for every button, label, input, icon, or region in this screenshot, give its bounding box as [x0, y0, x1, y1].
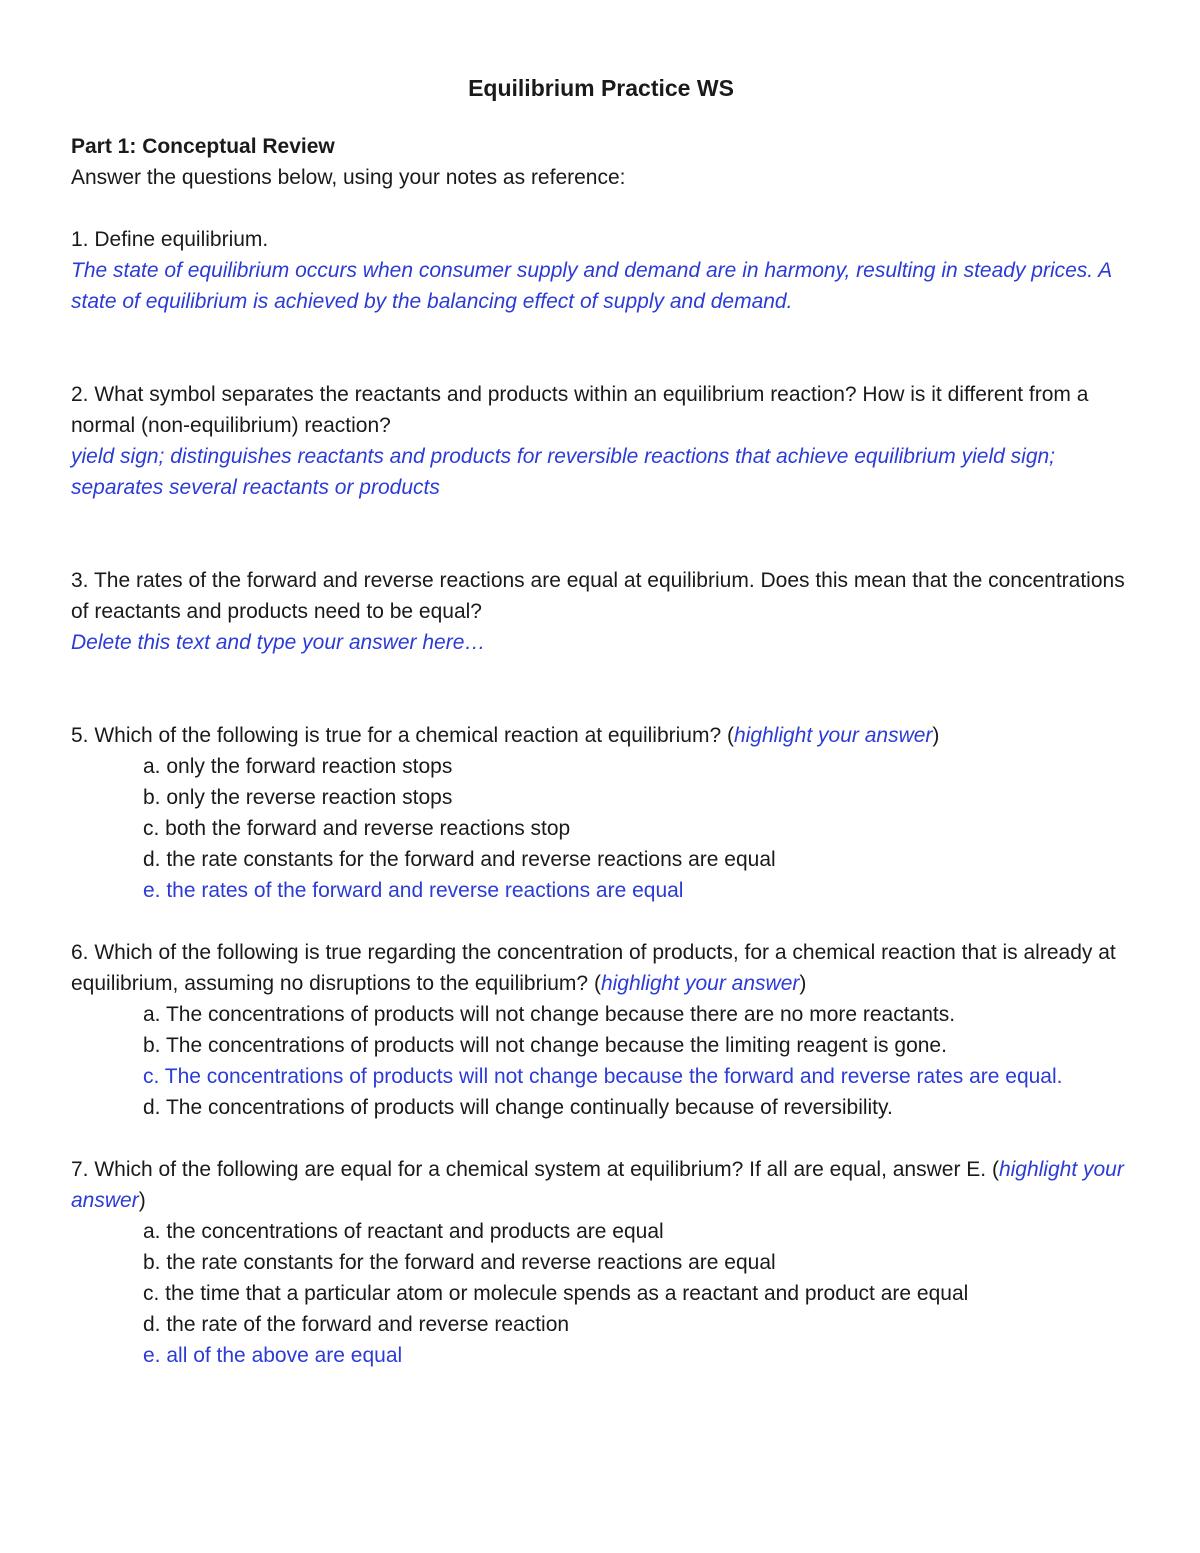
- question-6-choice-a[interactable]: a. The concentrations of products will not change because there are no more reactants.: [143, 1003, 956, 1026]
- part1-intro: Answer the questions below, using your notes as reference:: [71, 166, 626, 189]
- question-6-prompt: 6. Which of the following is true regarding the concentration of products, for a chemical reaction that is already at equilibrium, assuming no disruptions to the equilibrium? (highlight your answer): [71, 941, 1116, 995]
- question-6-choices: [71, 999, 1131, 1123]
- highlight-instruction: highlight your answer: [733, 724, 933, 747]
- question-5-choice-b[interactable]: b. only the reverse reaction stops: [143, 786, 453, 809]
- question-5: [71, 720, 1131, 906]
- question-1-answer[interactable]: The state of equilibrium occurs when consumer supply and demand are in harmony, resulting in steady prices. A state of equilibrium is achieved by the balancing effect of supply and demand.: [71, 259, 1112, 313]
- question-1-prompt: 1. Define equilibrium.: [71, 228, 269, 251]
- question-5-choice-c[interactable]: c. both the forward and reverse reactions stop: [143, 817, 571, 840]
- page-title: Equilibrium Practice WS: [468, 75, 734, 101]
- question-5-choice-a[interactable]: a. only the forward reaction stops: [143, 755, 453, 778]
- question-2-prompt: 2. What symbol separates the reactants and products within an equilibrium reaction? How is it different from a normal (non-equilibrium) reaction?: [71, 383, 1089, 437]
- question-7-choice-d[interactable]: d. the rate of the forward and reverse reaction: [143, 1313, 570, 1336]
- question-5-prompt: 5. Which of the following is true for a chemical reaction at equilibrium? (highlight your answer): [71, 724, 940, 747]
- question-6-choice-c[interactable]: c. The concentrations of products will not change because the forward and reverse rates are equal.: [143, 1065, 1063, 1088]
- question-6: [71, 937, 1131, 1123]
- question-6-choice-b[interactable]: b. The concentrations of products will not change because the limiting reagent is gone.: [143, 1034, 947, 1057]
- question-2-answer[interactable]: yield sign; distinguishes reactants and products for reversible reactions that achieve equilibrium yield sign; separates several reactants or products: [71, 445, 1056, 499]
- question-5-choices: [71, 751, 1131, 906]
- question-7-choice-c[interactable]: c. the time that a particular atom or molecule spends as a reactant and product are equal: [143, 1282, 969, 1305]
- part1-heading: Part 1: Conceptual Review: [71, 135, 335, 158]
- highlight-instruction: highlight your answer: [600, 972, 800, 995]
- question-7-choice-e[interactable]: e. all of the above are equal: [143, 1344, 403, 1367]
- question-3-answer[interactable]: Delete this text and type your answer here…: [71, 631, 486, 654]
- question-7-choices: [71, 1216, 1131, 1371]
- question-3-prompt: 3. The rates of the forward and reverse reactions are equal at equilibrium. Does this mean that the concentrations of reactants and products need to be equal?: [71, 569, 1125, 623]
- worksheet-page: [71, 70, 1131, 1371]
- question-7-choice-a[interactable]: a. the concentrations of reactant and products are equal: [143, 1220, 664, 1243]
- highlight-instruction: highlight your answer: [71, 1158, 1124, 1212]
- question-7-prompt: 7. Which of the following are equal for a chemical system at equilibrium? If all are equal, answer E. (highlight your answer): [71, 1158, 1124, 1212]
- question-2: [71, 379, 1131, 503]
- question-6-choice-d[interactable]: d. The concentrations of products will change continually because of reversibility.: [143, 1096, 893, 1119]
- question-5-choice-e[interactable]: e. the rates of the forward and reverse reactions are equal: [143, 879, 684, 902]
- question-7: [71, 1154, 1131, 1371]
- question-7-choice-b[interactable]: b. the rate constants for the forward and reverse reactions are equal: [143, 1251, 776, 1274]
- question-5-choice-d[interactable]: d. the rate constants for the forward and reverse reactions are equal: [143, 848, 776, 871]
- question-3: [71, 565, 1131, 658]
- question-1: [71, 224, 1131, 317]
